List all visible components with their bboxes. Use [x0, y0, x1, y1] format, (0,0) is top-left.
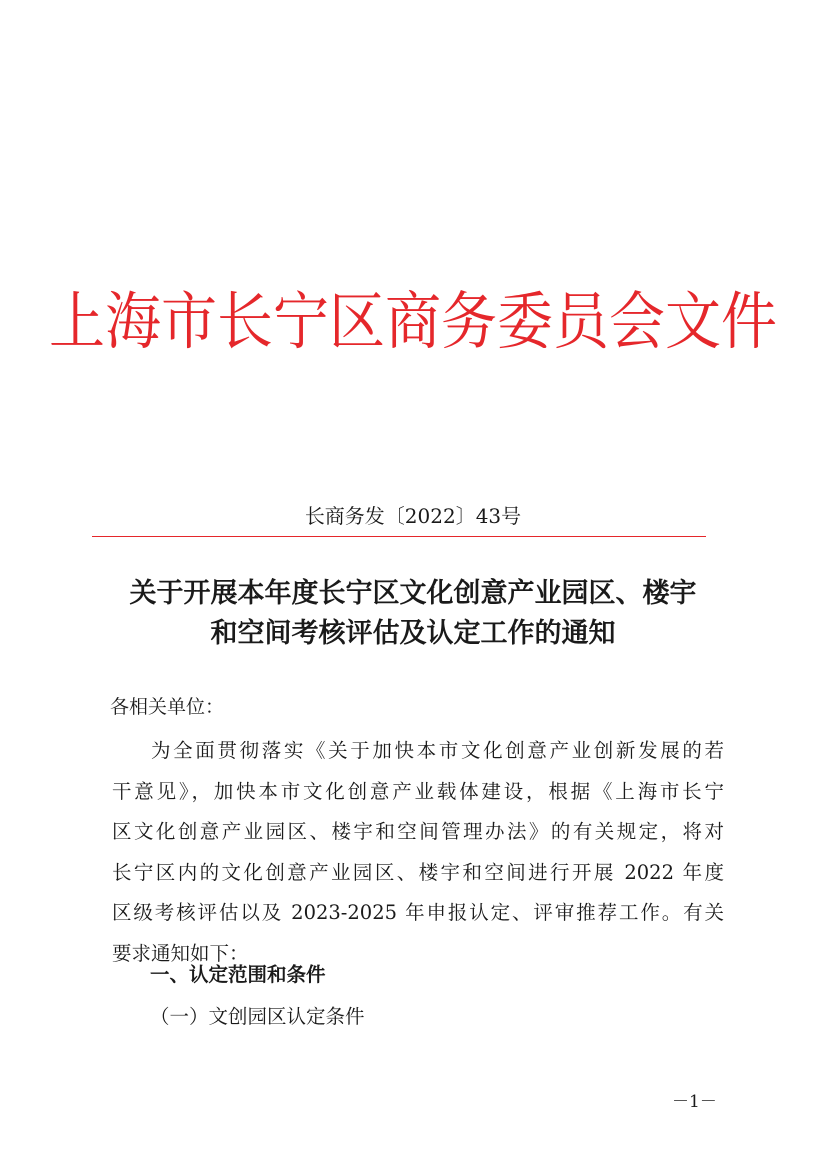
page-number: －1－ [672, 1092, 717, 1112]
subsection-heading: （一）文创园区认定条件 [150, 1005, 365, 1028]
body-line: 区文化创意产业园区、楼宇和空间管理办法》的有关规定，将对 [112, 820, 724, 843]
body-line: 区级考核评估以及 2023-2025 年申报认定、评审推荐工作。有关 [112, 901, 724, 924]
salutation: 各相关单位： [110, 696, 225, 718]
document-title-line: 和空间考核评估及认定工作的通知 [210, 618, 616, 649]
section-heading: 一、认定范围和条件 [150, 963, 326, 986]
body-line: 为全面贯彻落实《关于加快本市文化创意产业创新发展的若 [151, 739, 724, 762]
org-masthead-title: 上海市长宁区商务委员会文件 [49, 286, 777, 359]
body-line: 长宁区内的文化创意产业园区、楼宇和空间进行开展 2022 年度 [112, 860, 724, 884]
body-line: 要求通知如下： [112, 941, 249, 965]
document-title-line: 关于开展本年度长宁区文化创意产业园区、楼宇 [129, 578, 697, 609]
document-number: 长商务发〔2022〕43号 [304, 504, 522, 528]
body-paragraph [112, 731, 724, 974]
red-divider-line [92, 536, 706, 537]
body-line: 干意见》，加快本市文化创意产业载体建设，根据《上海市长宁 [112, 779, 724, 803]
document-title [80, 574, 746, 654]
